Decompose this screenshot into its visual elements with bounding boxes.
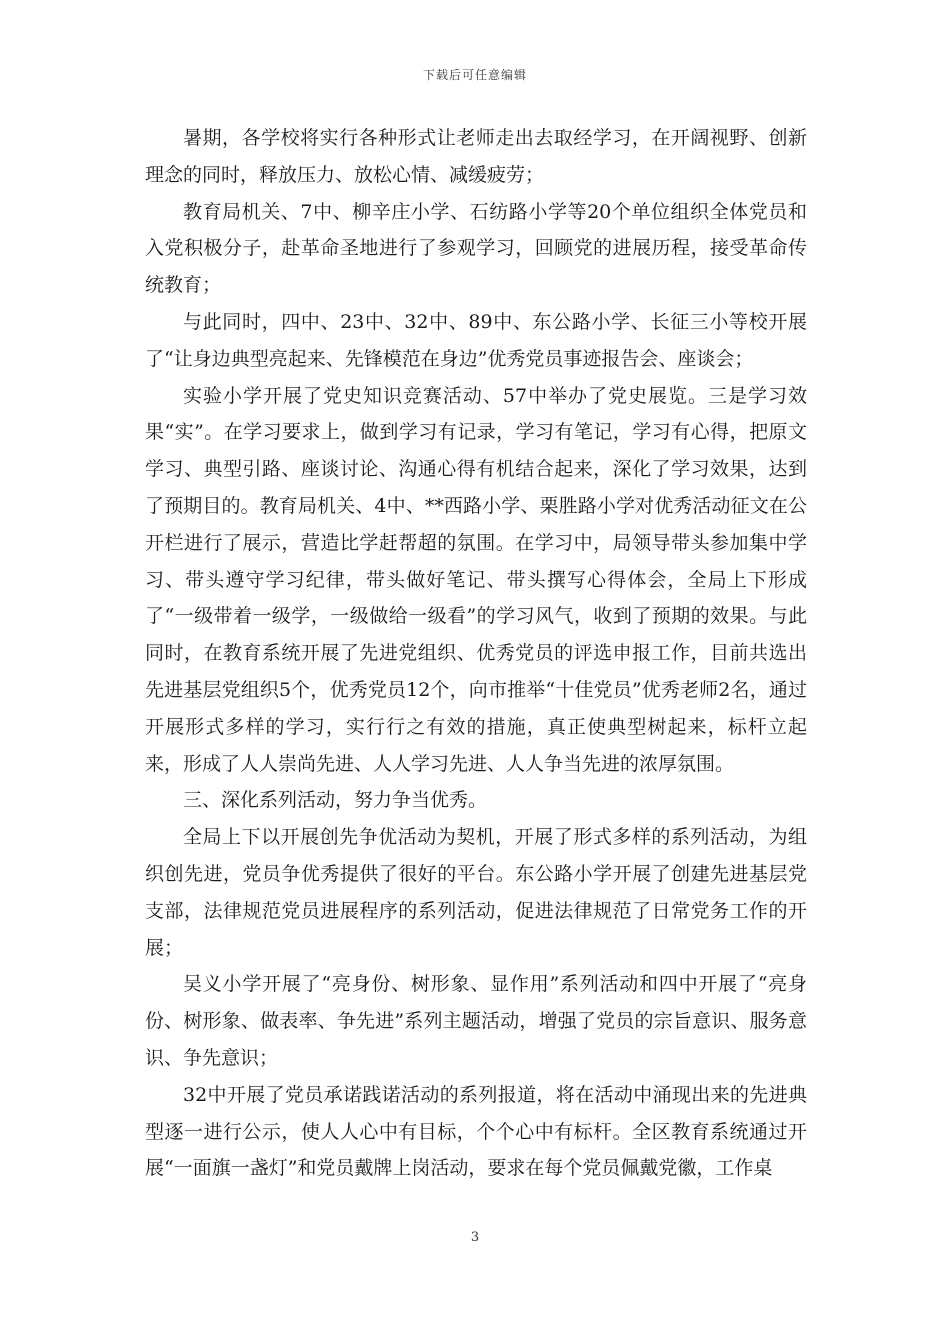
paragraph-2: 教育局机关、7中、柳辛庄小学、石纺路小学等20个单位组织全体党员和入党积极分子，赴革命圣地进行了参观学习，回顾党的进展历程，接受革命传统教育；	[145, 200, 807, 297]
paragraph-7: 吴义小学开展了“亮身份、树形象、显作用”系列活动和四中开展了“亮身份、树形象、做表率、争先进”系列主题活动，增强了党员的宗旨意识、服务意识、争先意识；	[145, 973, 807, 1069]
page-header: 下载后可任意编辑	[422, 68, 527, 82]
paragraph-3: 与此同时，四中、23中、32中、89中、东公路小学、长征三小等校开展了“让身边典型亮起来、先锋模范在身边”优秀党员事迹报告会、座谈会；	[145, 310, 807, 370]
paragraph-4: 实验小学开展了党史知识竞赛活动、57中举办了党史展览。三是学习效果“实”。在学习要求上，做到学习有记录，学习有笔记，学习有心得，把原文学习、典型引路、座谈讨论、沟通心得有机结合起来，深化了学习效果，达到了预期目的。教育局机关、4中、**西路小学、栗胜路小学对优秀活动征文在公开栏进行了展示，营造比学赶帮超的氛围。在学习中，局领导带头参加集中学习、带头遵守学习纪律，带头做好笔记、带头撰写心得体会，全局上下形成了“一级带着一级学，一级做给一级看”的学习风气，收到了预期的效果。与此同时，在教育系统开展了先进党组织、优秀党员的评选申报工作，目前共选出先进基层党组织5个，优秀党员12个，向市推举“十佳党员”优秀老师2名，通过开展形式多样的学习，实行行之有效的措施，真正使典型树起来，标杆立起来，形成了人人崇尚先进、人人学习先进、人人争当先进的浓厚氛围。	[145, 384, 807, 775]
document-body	[145, 120, 807, 1187]
paragraph-1: 暑期，各学校将实行各种形式让老师走出去取经学习，在开阔视野、创新理念的同时，释放压力、放松心情、减缓疲劳；	[145, 127, 807, 186]
page-number: 3	[470, 1230, 480, 1245]
section-heading: 三、深化系列活动，努力争当优秀。	[183, 789, 488, 812]
paragraph-6: 全局上下以开展创先争优活动为契机，开展了形式多样的系列活动，为组织创先进，党员争优秀提供了很好的平台。东公路小学开展了创建先进基层党支部，法律规范党员进展程序的系列活动，促进法律规范了日常党务工作的开展；	[145, 826, 807, 959]
paragraph-8: 32中开展了党员承诺践诺活动的系列报道，将在活动中涌现出来的先进典型逐一进行公示，使人人心中有目标，个个心中有标杆。全区教育系统通过开展“一面旗一盏灯”和党员戴牌上岗活动，要求在每个党员佩戴党徽，工作桌	[145, 1083, 807, 1180]
